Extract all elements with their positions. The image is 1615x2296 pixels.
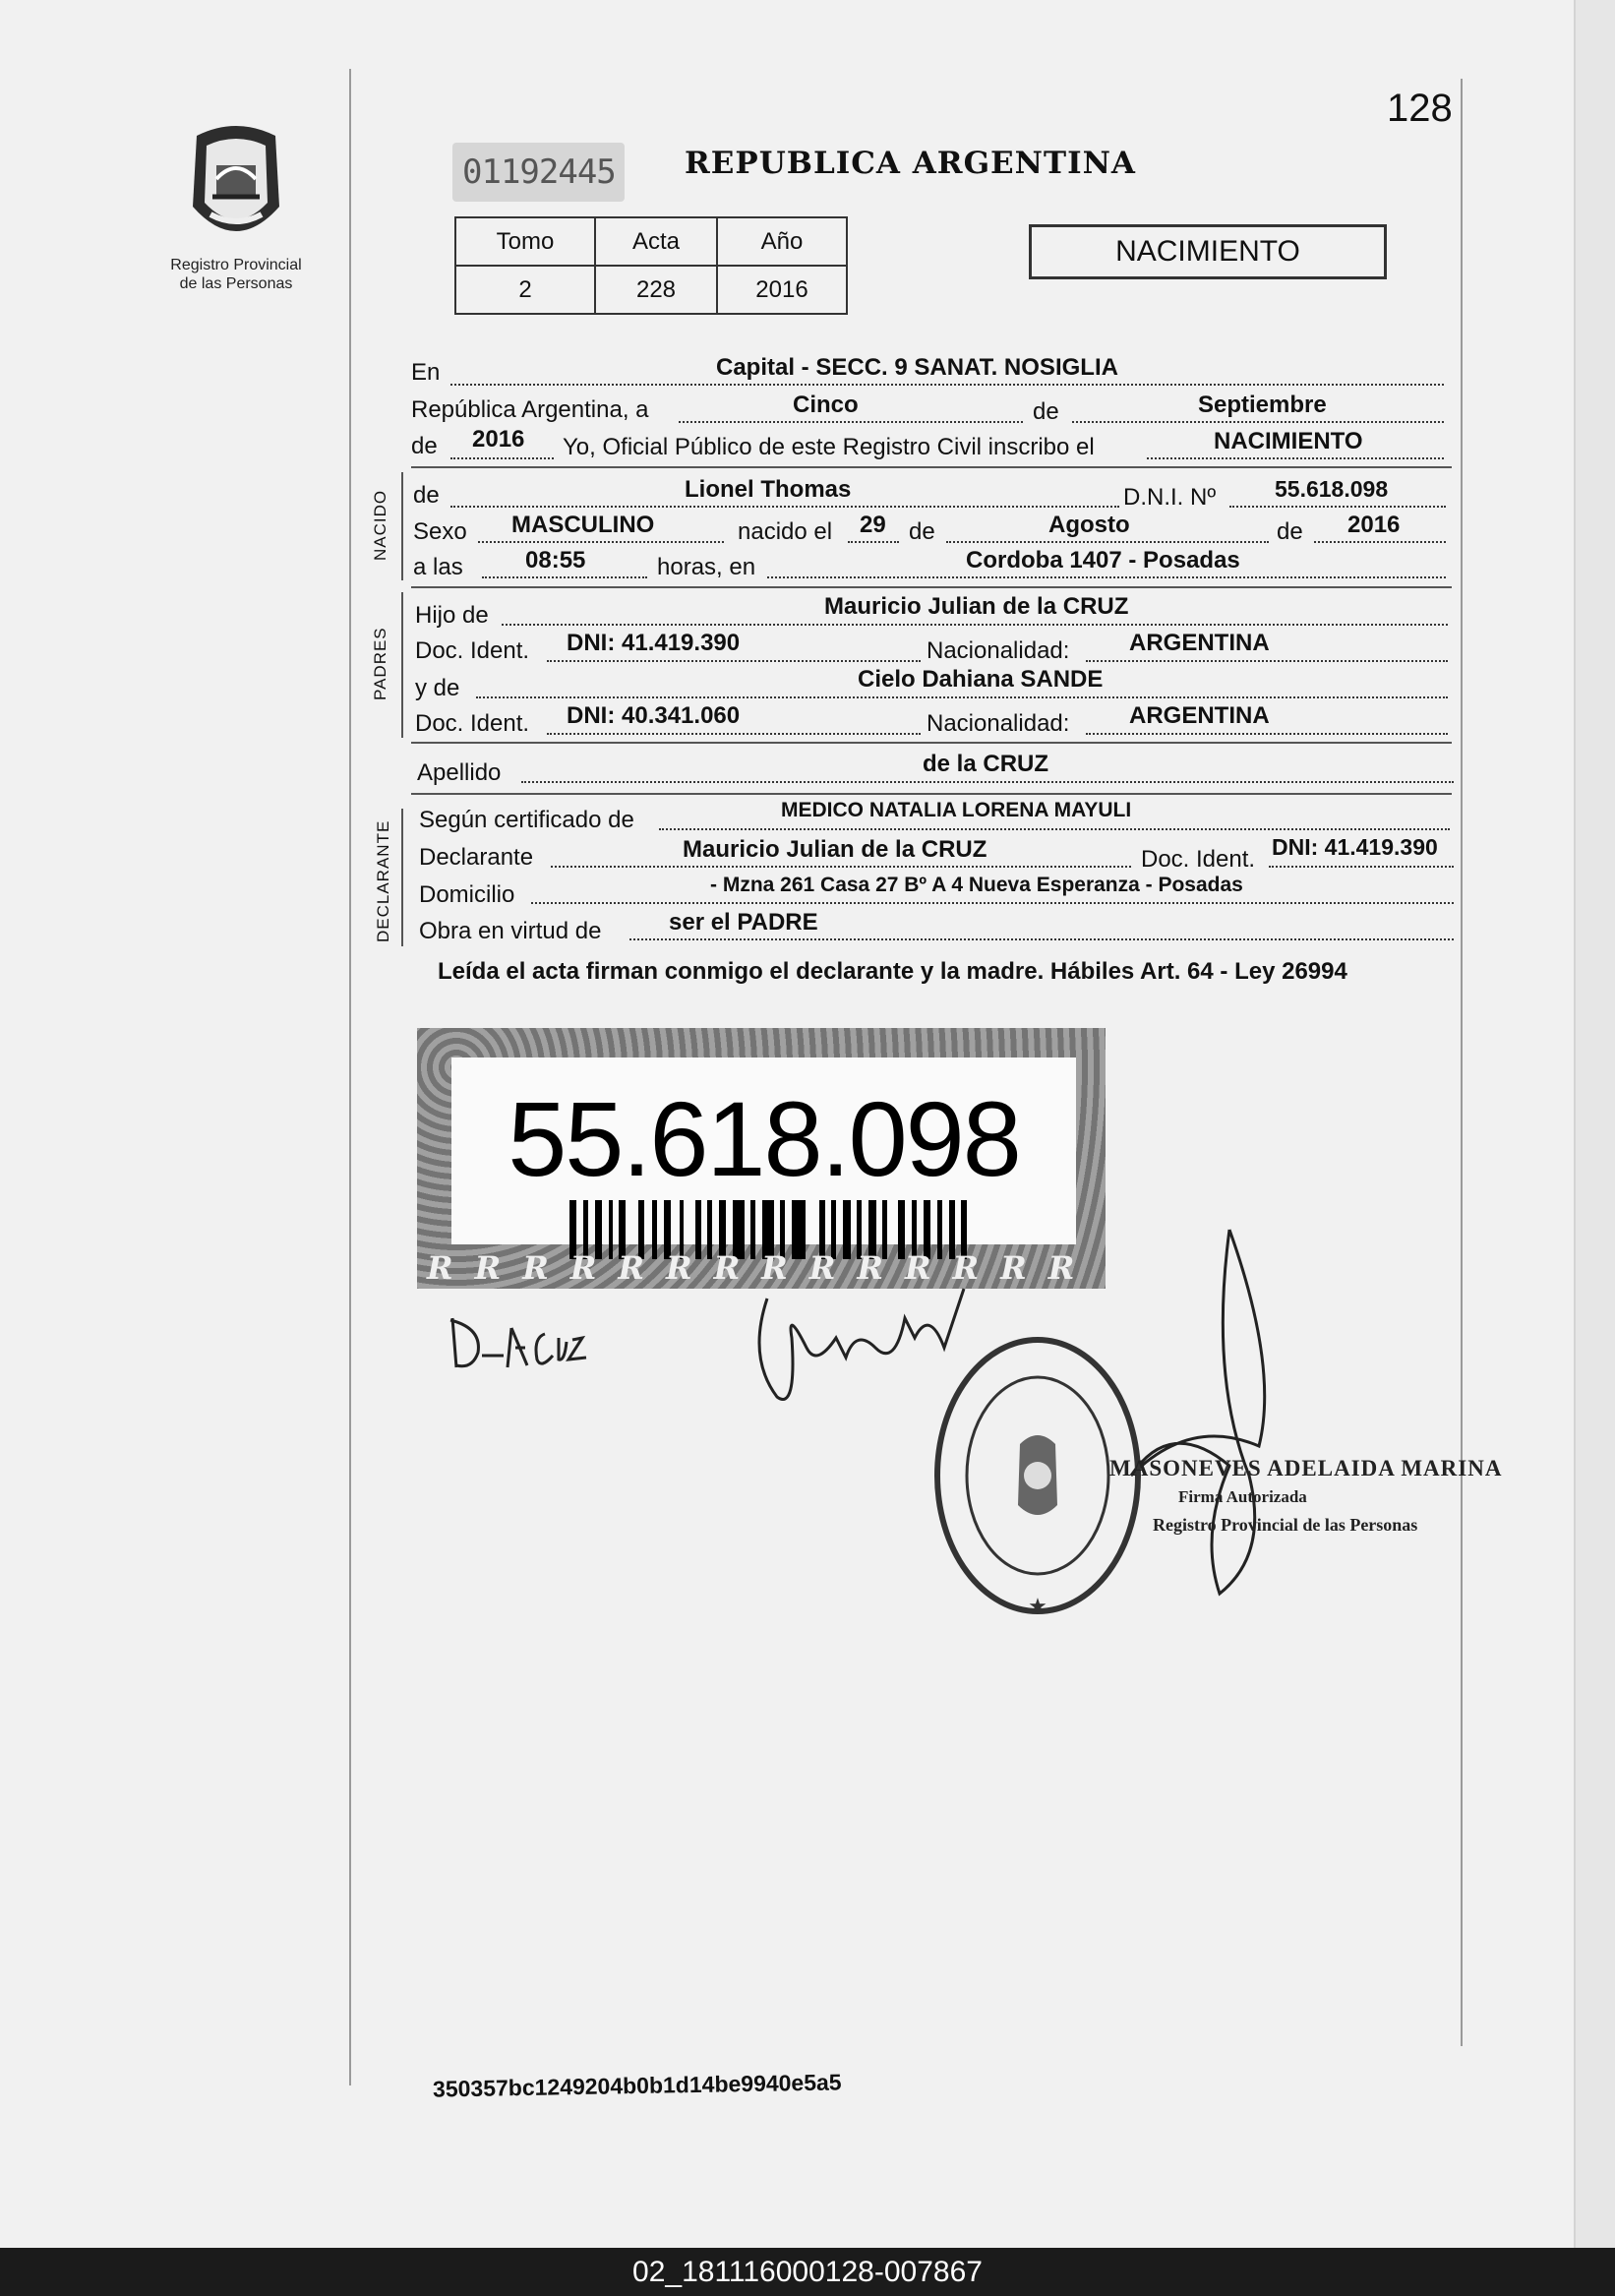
sticker-r-pattern: RRRRRRRRRRRRRR [427,1249,1097,1287]
page-edge [1574,0,1615,2248]
mother-doc-value: DNI: 40.341.060 [567,702,741,729]
logo-caption-line2: de las Personas [179,275,293,292]
cell-acta: 228 [595,266,717,314]
section-divider [411,793,1452,795]
dotted-line [551,866,1131,868]
svg-text:★: ★ [1028,1595,1047,1619]
day-value: Cinco [793,392,859,418]
obra-label: Obra en virtud de [419,918,602,944]
document-hash: 350357bc1249204b0b1d14be9940e5a5 [432,2069,842,2102]
dotted-line [946,541,1269,543]
dotted-line [502,624,1448,626]
alas-label: a las [413,554,463,580]
address-value: - Mzna 261 Casa 27 Bº A 4 Nueva Esperanza - Posadas [710,874,1243,896]
section-divider [411,586,1452,588]
y-de-label: y de [415,675,460,701]
sexo-label: Sexo [413,518,467,545]
de2-label: de [411,433,438,459]
dotted-line [1086,733,1448,735]
birth-day-value: 29 [860,512,886,538]
dotted-line [848,541,899,543]
shield-emblem-icon [177,118,295,256]
section-divider [411,742,1452,744]
dni-label: D.N.I. Nº [1123,484,1217,511]
declarante-label: Declarante [419,844,534,871]
horas-label: horas, en [657,554,756,580]
dotted-line [482,576,647,578]
de-label: de [1277,518,1303,545]
month-value: Septiembre [1198,392,1327,418]
dotted-line [450,457,554,459]
dotted-line [659,828,1450,830]
country-title: REPUBLICA ARGENTINA [685,146,1136,181]
registry-logo [167,118,305,293]
official-role: Firma Autorizada [1178,1487,1307,1506]
dotted-line [1072,421,1444,423]
birth-year-value: 2016 [1347,512,1401,538]
record-type-box: NACIMIENTO [1029,224,1387,279]
doc-ident-label: Doc. Ident. [415,710,530,737]
inscribe-text: Yo, Oficial Público de este Registro Civil inscribo el [563,434,1095,460]
dotted-line [1229,506,1446,508]
de-label: de [909,518,935,545]
birth-time-value: 08:55 [525,547,586,574]
sexo-value: MASCULINO [511,512,655,538]
dotted-line [1147,457,1444,459]
country-label: República Argentina, a [411,396,649,423]
child-name-value: Lionel Thomas [685,476,852,503]
dotted-line [521,781,1454,783]
hijo-de-label: Hijo de [415,602,489,629]
section-bracket [401,472,403,580]
apellido-value: de la CRUZ [923,751,1049,777]
mother-name-value: Cielo Dahiana SANDE [858,666,1104,693]
logo-caption-line1: Registro Provincial [170,257,302,273]
mother-nationality-value: ARGENTINA [1129,702,1270,729]
sticker-label [451,1057,1076,1244]
nacido-de-label: de [413,482,440,509]
dni-sticker [417,1028,1106,1289]
page-number: 128 [1387,87,1453,130]
col-header-ano: Año [717,217,847,266]
dotted-line [531,902,1454,904]
nacionalidad-label: Nacionalidad: [927,710,1070,737]
dotted-line [767,576,1446,578]
closing-statement: Leída el acta firman conmigo el declarante y la madre. Hábiles Art. 64 - Ley 26994 [438,958,1347,985]
section-bracket [401,809,403,946]
declarant-doc-value: DNI: 41.419.390 [1272,834,1438,860]
event-value: NACIMIENTO [1214,428,1363,454]
nacido-section-label: NACIDO [371,489,389,561]
declarant-name-value: Mauricio Julian de la CRUZ [683,836,987,863]
dotted-line [547,733,921,735]
declarant-signature [443,1299,679,1377]
cell-ano: 2016 [717,266,847,314]
official-name: MASONEVES ADELAIDA MARINA [1109,1456,1503,1480]
registry-table [454,216,848,315]
year-value: 2016 [472,426,525,453]
father-nationality-value: ARGENTINA [1129,630,1270,656]
de-label: de [1033,398,1059,425]
dotted-line [476,696,1448,698]
father-doc-value: DNI: 41.419.390 [567,630,741,656]
dotted-line [450,384,1444,386]
dotted-line [450,506,1119,508]
birth-month-value: Agosto [1048,512,1130,538]
file-id-footer: 02_181116000128-007867 [0,2248,1615,2296]
doc-ident-label: Doc. Ident. [415,637,530,664]
dotted-line [478,541,724,543]
en-label: En [411,359,441,386]
capacity-value: ser el PADRE [669,909,818,936]
apellido-label: Apellido [417,759,502,786]
child-dni-value: 55.618.098 [1275,476,1389,502]
certificate-value: MEDICO NATALIA LORENA MAYULI [781,799,1132,821]
nacido-el-label: nacido el [738,518,833,545]
col-header-tomo: Tomo [455,217,595,266]
certificado-label: Según certificado de [419,807,634,833]
section-bracket [401,592,403,738]
official-organization: Registro Provincial de las Personas [1153,1515,1418,1535]
nacionalidad-label: Nacionalidad: [927,637,1070,664]
birth-place-value: Cordoba 1407 - Posadas [966,547,1240,574]
cell-tomo: 2 [455,266,595,314]
domicilio-label: Domicilio [419,881,515,908]
place-value: Capital - SECC. 9 SANAT. NOSIGLIA [716,354,1118,381]
padres-section-label: PADRES [371,627,389,700]
serial-number: 01192445 [452,143,625,202]
section-divider [411,466,1452,468]
dotted-line [1269,866,1454,868]
father-name-value: Mauricio Julian de la CRUZ [824,593,1129,620]
dotted-line [547,660,921,662]
right-margin-rule [1461,79,1463,2046]
margin-rule [349,69,351,2085]
dotted-line [629,938,1454,940]
col-header-acta: Acta [595,217,717,266]
sticker-number: 55.618.098 [508,1079,1020,1198]
declarante-section-label: DECLARANTE [374,819,392,942]
dotted-line [1086,660,1448,662]
doc-ident-label: Doc. Ident. [1141,846,1256,873]
dotted-line [1314,541,1446,543]
dotted-line [679,421,1023,423]
